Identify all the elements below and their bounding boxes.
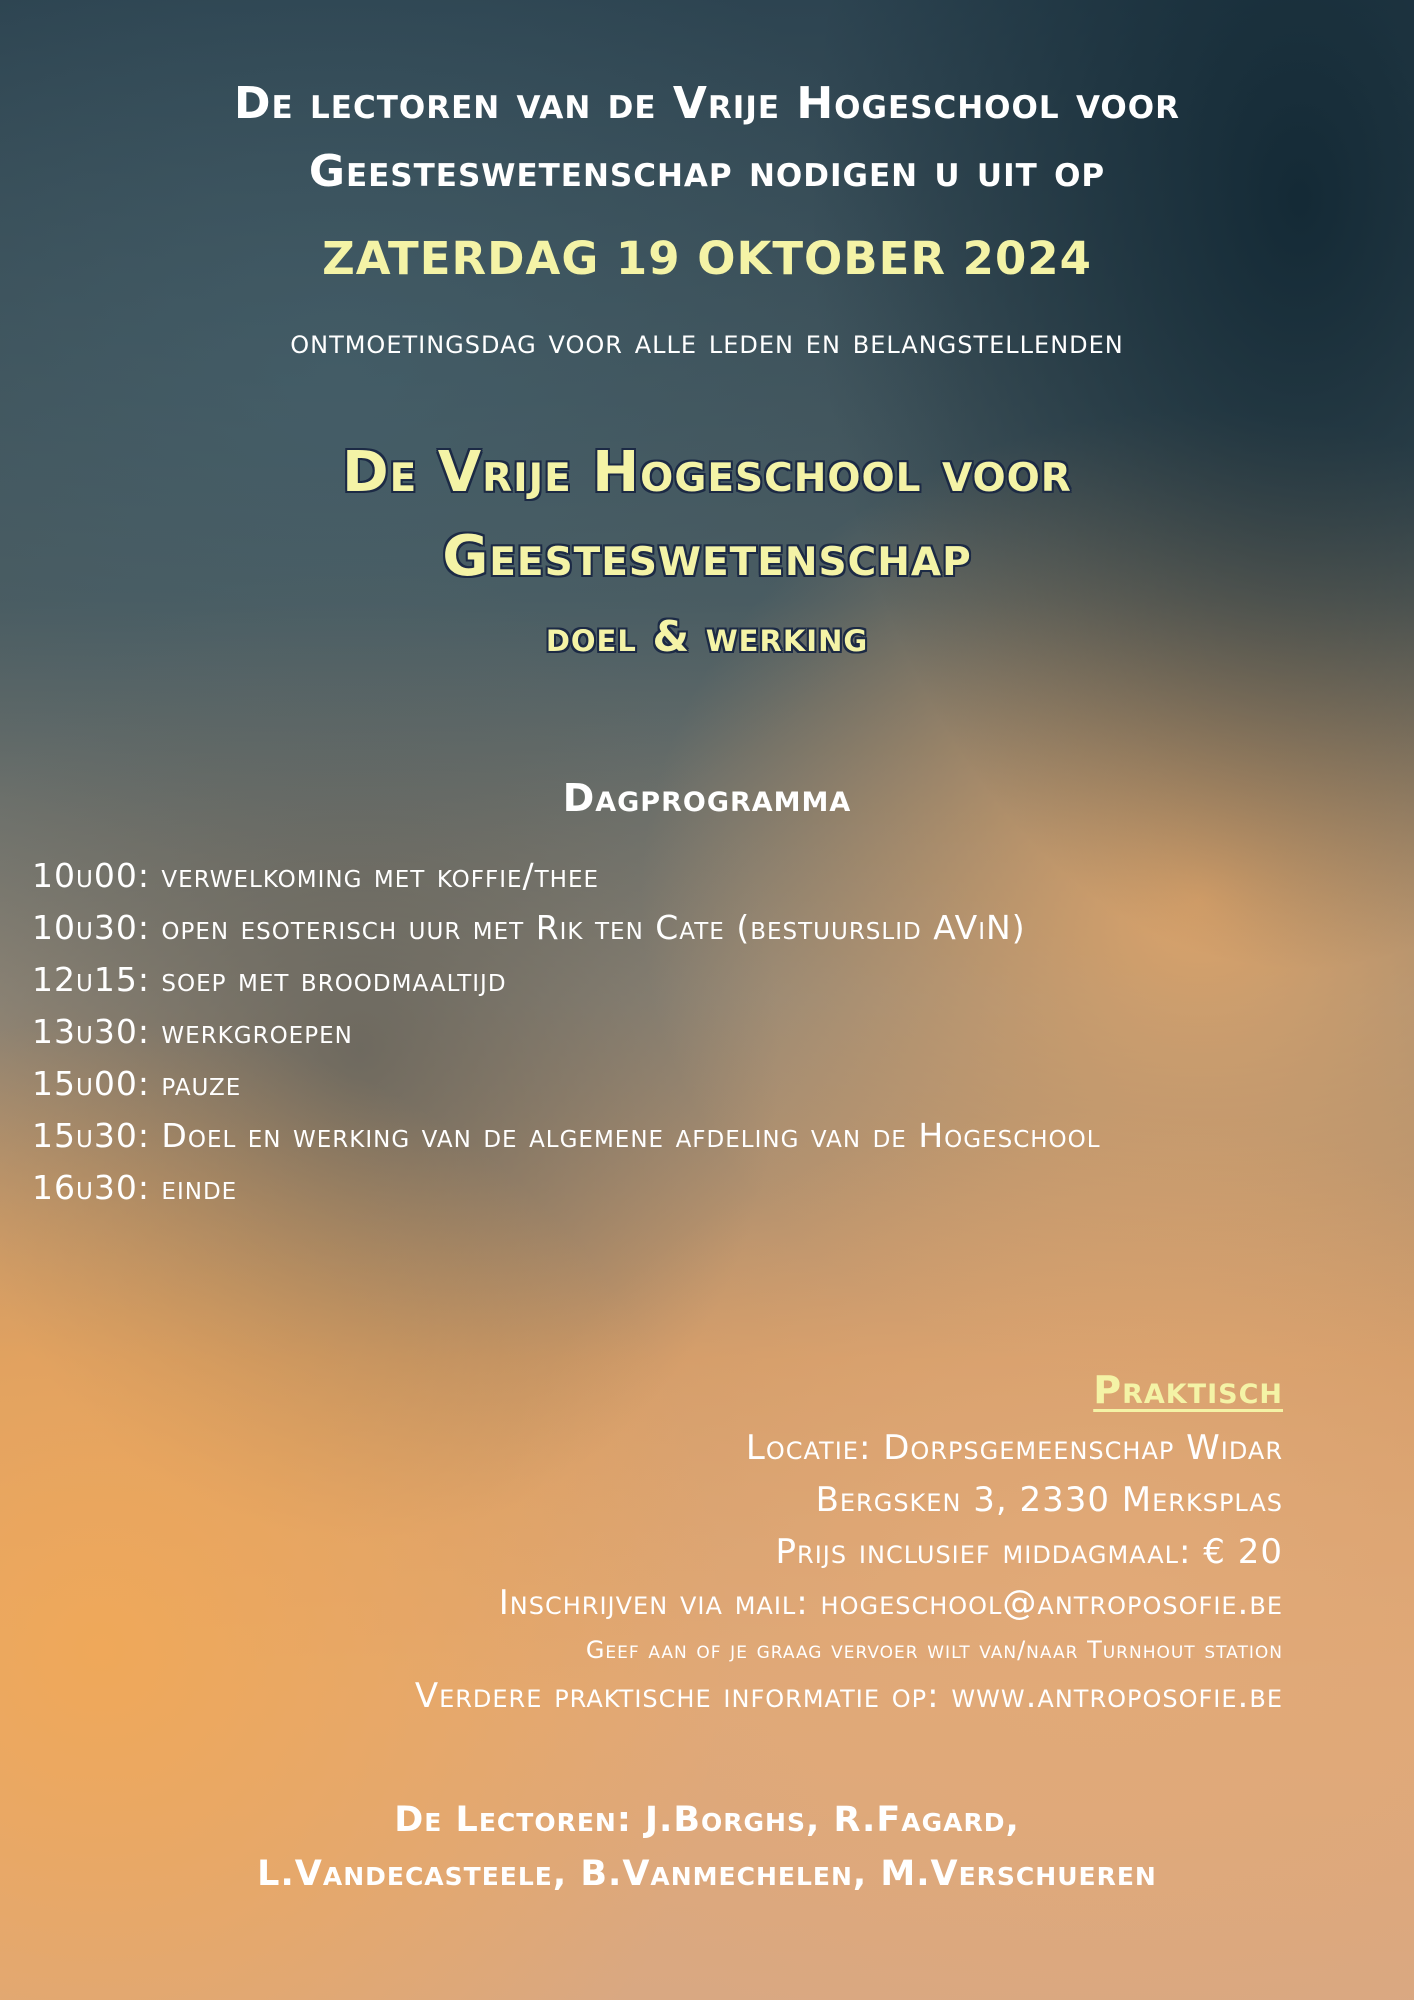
lecturers-line-1: De Lectoren: J.Borghs, R.Fagard, bbox=[394, 1800, 1020, 1840]
lecturers-line-2: L.Vandecasteele, B.Vanmechelen, M.Verschueren bbox=[257, 1854, 1157, 1894]
practical-more-info: Verdere praktische informatie op: www.antroposofie.be bbox=[414, 1676, 1283, 1716]
program-item: 15u30: Doel en werking van de algemene afdeling van de Hogeschool bbox=[32, 1116, 1101, 1155]
program-item: 12u15: soep met broodmaaltijd bbox=[32, 960, 507, 999]
event-date: ZATERDAG 19 OKTOBER 2024 bbox=[322, 232, 1092, 285]
program-item: 15u00: pauze bbox=[32, 1064, 242, 1103]
practical-registration: Inschrijven via mail: hogeschool@antroposofie.be bbox=[498, 1583, 1283, 1623]
practical-transport-note: Geef aan of je graag vervoer wilt van/naar Turnhout station bbox=[585, 1636, 1283, 1664]
intro-line-2: Geesteswetenschap nodigen u uit op bbox=[308, 146, 1106, 197]
practical-heading: Praktisch bbox=[1093, 1368, 1283, 1412]
main-title-line-1: De Vrije Hogeschool voor bbox=[342, 440, 1072, 505]
practical-price: Prijs inclusief middagmaal: € 20 bbox=[775, 1532, 1283, 1572]
event-subtitle: ontmoetingsdag voor alle leden en belangstellenden bbox=[290, 322, 1124, 362]
intro-line-1: De lectoren van de Vrije Hogeschool voor bbox=[234, 78, 1180, 129]
program-item: 10u30: open esoterisch uur met Rik ten Cate (bestuurslid AViN) bbox=[32, 908, 1026, 947]
program-heading: Dagprogramma bbox=[562, 776, 852, 820]
main-title-line-2: Geesteswetenschap bbox=[442, 524, 972, 589]
practical-location: Locatie: Dorpsgemeenschap Widar bbox=[745, 1428, 1283, 1468]
program-item: 13u30: werkgroepen bbox=[32, 1012, 353, 1051]
main-title-subheading: doel & werking bbox=[545, 612, 869, 661]
program-item: 16u30: einde bbox=[32, 1168, 238, 1207]
program-item: 10u00: verwelkoming met koffie/thee bbox=[32, 856, 600, 895]
practical-address: Bergsken 3, 2330 Merksplas bbox=[815, 1480, 1283, 1520]
